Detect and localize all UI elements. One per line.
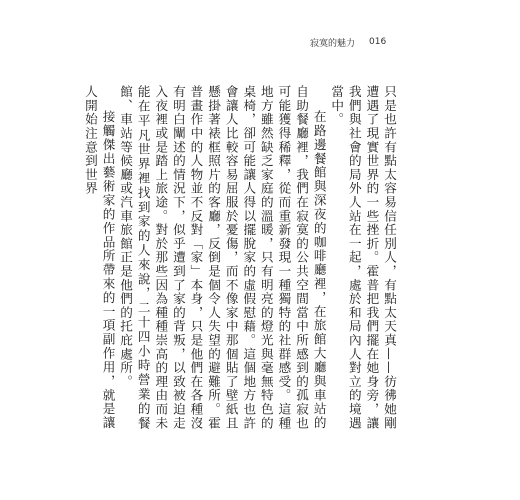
body-text: [82, 85, 398, 430]
paragraph: 只是也許有點太容易信任別人，有點太天真——彷彿她剛遭遇了現實世界的一些挫折。霍普把我們擺在她身旁，讓我們與社會的局外人站在一起，處於和局內人對立的境遇當中。: [329, 85, 397, 430]
paragraph: 在路邊餐館與深夜的咖啡廳裡，在旅館大廳與車站的自助餐廳裡，我們在寂寞的公共空間當中所感到的孤寂也可能獲得稀釋，從而重新發現一種獨特的社群感受。這種地方雖然缺乏家庭的溫暖，只有明亮的燈光與毫無特色的桌椅，卻可能讓人得以擺脫家的虛假慰藉。這個地方也許會讓人比較容易屈服於憂傷，而不像家中那個貼了壁紙且懸掛著裱框照片的客廳，反倒是個令人失望的避難所。霍普畫作中的人物並不反對「家」本身，只是他們在各種沒有明白闡述的情況下，似乎遭到了家的背叛，以致被迫走入夜裡或是踏上旅途。對於那些因為種種崇高的理由而未能在平凡世界裡找到家的人來說，二十四小時營業的餐館、車站等候廳或汽車旅館正是他們的托庇處所。: [118, 85, 327, 430]
page-number: 016: [369, 37, 387, 47]
running-header: [310, 35, 410, 49]
paragraph: 接觸傑出藝術家的作品所帶來的一項副作用，就是讓人開始注意到世界: [82, 85, 116, 430]
chapter-title: 寂寞的魅力: [310, 38, 356, 49]
